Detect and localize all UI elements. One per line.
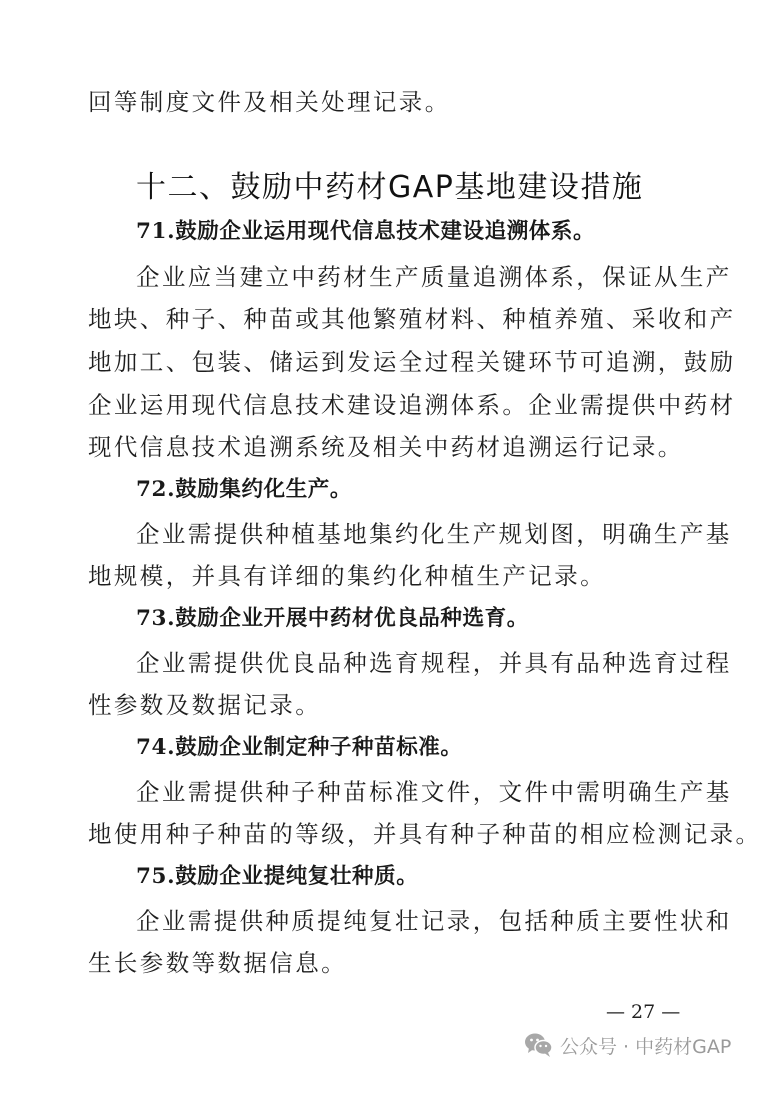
watermark — [524, 1030, 731, 1060]
item-75-title: 75.鼓励企业提纯复壮种质。 — [136, 864, 419, 889]
item-71-body-line: 地加工、包装、储运到发运全过程关键环节可追溯，鼓励 — [88, 348, 736, 376]
section-heading: 十二、鼓励中药材GAP基地建设措施 — [136, 170, 644, 205]
item-75-body-line: 生长参数等数据信息。 — [88, 949, 347, 977]
item-71-body-line: 企业应当建立中药材生产质量追溯体系，保证从生产 — [136, 263, 732, 291]
item-71-title: 71.鼓励企业运用现代信息技术建设追溯体系。 — [136, 219, 596, 244]
item-73-body-line: 企业需提供优良品种选育规程，并具有品种选育过程 — [136, 649, 732, 677]
item-72-title: 72.鼓励集约化生产。 — [136, 477, 353, 502]
item-71-body-line: 地块、种子、种苗或其他繁殖材料、种植养殖、采收和产 — [88, 305, 736, 333]
item-71-body-line: 现代信息技术追溯系统及相关中药材追溯运行记录。 — [88, 433, 684, 461]
item-73-title: 73.鼓励企业开展中药材优良品种选育。 — [136, 606, 529, 631]
item-74-body-line: 企业需提供种子种苗标准文件，文件中需明确生产基 — [136, 778, 732, 806]
item-72-body-line: 地规模，并具有详细的集约化种植生产记录。 — [88, 562, 606, 590]
watermark-text: 公众号 · 中药材GAP — [560, 1035, 732, 1058]
page-number: — 27 — — [606, 1001, 681, 1023]
item-73-body-line: 性参数及数据记录。 — [88, 691, 322, 719]
item-75-body-line: 企业需提供种质提纯复壮记录，包括种质主要性状和 — [136, 907, 732, 935]
item-71-body-line: 企业运用现代信息技术建设追溯体系。企业需提供中药材 — [88, 391, 736, 419]
wechat-icon — [524, 1032, 554, 1058]
item-72-body-line: 企业需提供种植基地集约化生产规划图，明确生产基 — [136, 520, 732, 548]
item-74-title: 74.鼓励企业制定种子种苗标准。 — [136, 735, 463, 760]
item-74-body-line: 地使用种子种苗的等级，并具有种子种苗的相应检测记录。 — [88, 820, 762, 848]
continuation-line: 回等制度文件及相关处理记录。 — [88, 88, 451, 116]
